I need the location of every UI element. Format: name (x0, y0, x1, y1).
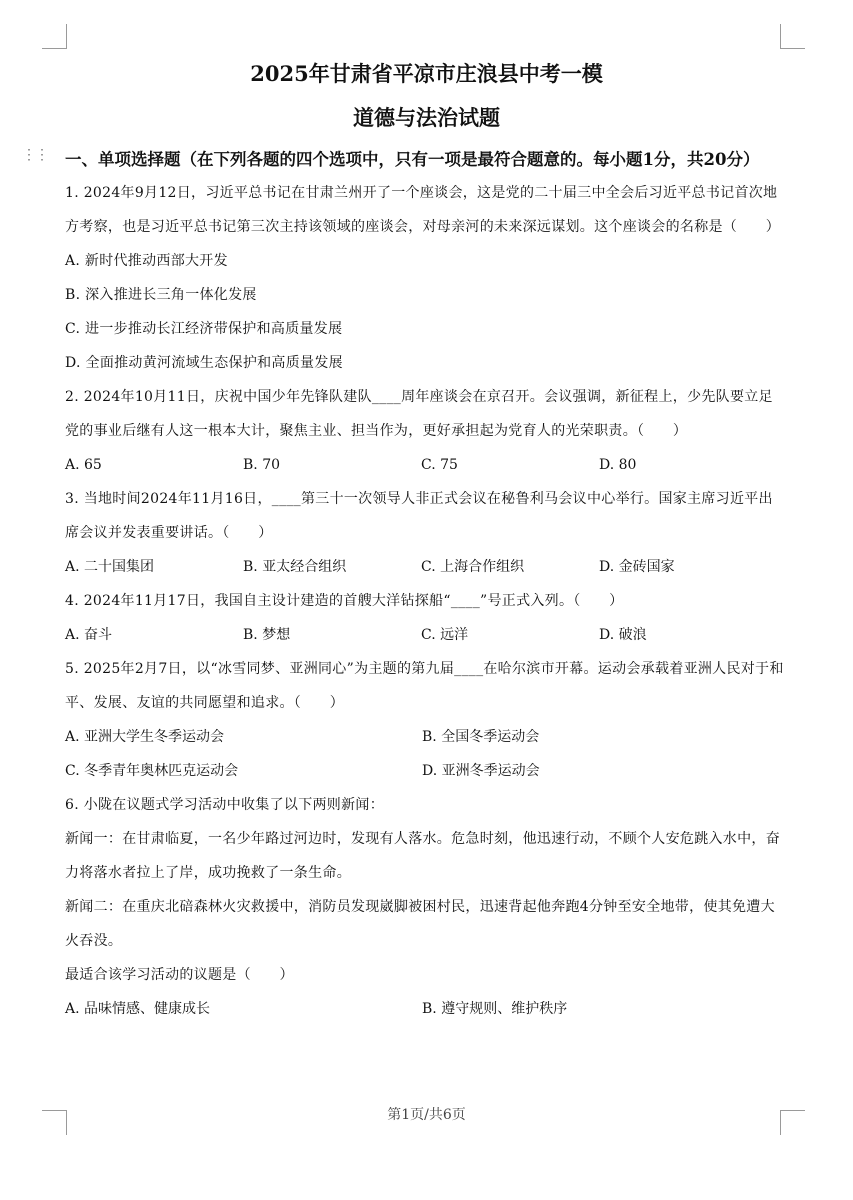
drag-handle-icon[interactable]: ⋮⋮ (22, 147, 48, 163)
option-a: A. 亚洲大学生冬季运动会 (65, 729, 225, 745)
option-c: C. 上海合作组织 (421, 559, 525, 575)
question-stem: 4. 2024年11月17日，我国自主设计建造的首艘大洋钻探船“____”号正式入列。（ ） (65, 593, 624, 609)
corner-mark-top-left (42, 24, 67, 49)
question-stem: 1. 2024年9月12日，习近平总书记在甘肃兰州开了一个座谈会，这是党的二十届三中全会后习近平总书记首次地方考察，也是习近平总书记第三次主持该领域的座谈会，对母亲河的未来深远谋划。这个座谈会的名称是（ ） (65, 185, 780, 235)
option-b: B. 深入推进长三角一体化发展 (65, 287, 257, 303)
option-c: C. 远洋 (421, 627, 469, 643)
question-stem: 最适合该学习活动的议题是（ ） (65, 967, 294, 983)
page-title: 2025年甘肃省平凉市庄浪县中考一模 (250, 61, 603, 86)
option-b: B. 遵守规则、维护秩序 (422, 1001, 568, 1017)
corner-mark-top-right (780, 24, 805, 49)
option-b: B. 梦想 (243, 627, 291, 643)
option-c: C. 进一步推动长江经济带保护和高质量发展 (65, 321, 343, 337)
question-5 (65, 652, 785, 788)
option-d: D. 破浪 (599, 627, 647, 643)
option-b: B. 70 (243, 457, 281, 473)
option-d: D. 全面推动黄河流域生态保护和高质量发展 (65, 355, 343, 371)
question-1 (65, 176, 785, 380)
page-subtitle: 道德与法治试题 (353, 105, 500, 130)
option-c: C. 冬季青年奥林匹克运动会 (65, 763, 239, 779)
options-row (65, 754, 785, 788)
option-a: A. 新时代推动西部大开发 (65, 253, 228, 269)
option-d: D. 亚洲冬季运动会 (422, 763, 540, 779)
option-b: B. 亚太经合组织 (243, 559, 347, 575)
options-row (65, 992, 785, 1026)
question-2 (65, 380, 785, 482)
question-stem: 3. 当地时间2024年11月16日，____第三十一次领导人非正式会议在秘鲁利马会议中心举行。国家主席习近平出席会议并发表重要讲话。（ ） (65, 491, 773, 541)
options-row (65, 550, 785, 584)
options-row (65, 448, 785, 482)
option-b: B. 全国冬季运动会 (422, 729, 540, 745)
exam-content (65, 143, 785, 1026)
option-a: A. 二十国集团 (65, 559, 155, 575)
option-d: D. 80 (599, 457, 637, 473)
news-item-1: 新闻一：在甘肃临夏，一名少年路过河边时，发现有人落水。危急时刻，他迅速行动，不顾个人安危跳入水中，奋力将落水者拉上了岸，成功挽救了一条生命。 (65, 831, 780, 881)
question-intro: 6. 小陇在议题式学习活动中收集了以下两则新闻： (65, 797, 385, 813)
question-stem: 5. 2025年2月7日，以“冰雪同梦、亚洲同心”为主题的第九届____在哈尔滨市开幕。运动会承载着亚洲人民对于和平、发展、友谊的共同愿望和追求。（ ） (65, 661, 784, 711)
question-6 (65, 788, 785, 1026)
option-a: A. 奋斗 (65, 627, 113, 643)
options-row (65, 720, 785, 754)
option-d: D. 金砖国家 (599, 559, 675, 575)
option-a: A. 品味情感、健康成长 (65, 1001, 211, 1017)
news-item-2: 新闻二：在重庆北碚森林火灾救援中，消防员发现崴脚被困村民，迅速背起他奔跑4分钟至安全地带，使其免遭大火吞没。 (65, 899, 775, 949)
options-row (65, 618, 785, 652)
page-number: 第1页/共6页 (387, 1107, 466, 1123)
section-heading: 一、单项选择题（在下列各题的四个选项中，只有一项是最符合题意的。每小题1分，共20分） (65, 150, 760, 169)
question-3 (65, 482, 785, 584)
question-4 (65, 584, 785, 652)
option-a: A. 65 (65, 457, 102, 473)
option-c: C. 75 (421, 457, 458, 473)
question-stem: 2. 2024年10月11日，庆祝中国少年先锋队建队____周年座谈会在京召开。会议强调，新征程上，少先队要立足党的事业后继有人这一根本大计，聚焦主业、担当作为，更好承担起为党育人的光荣职责。（ ） (65, 389, 773, 439)
